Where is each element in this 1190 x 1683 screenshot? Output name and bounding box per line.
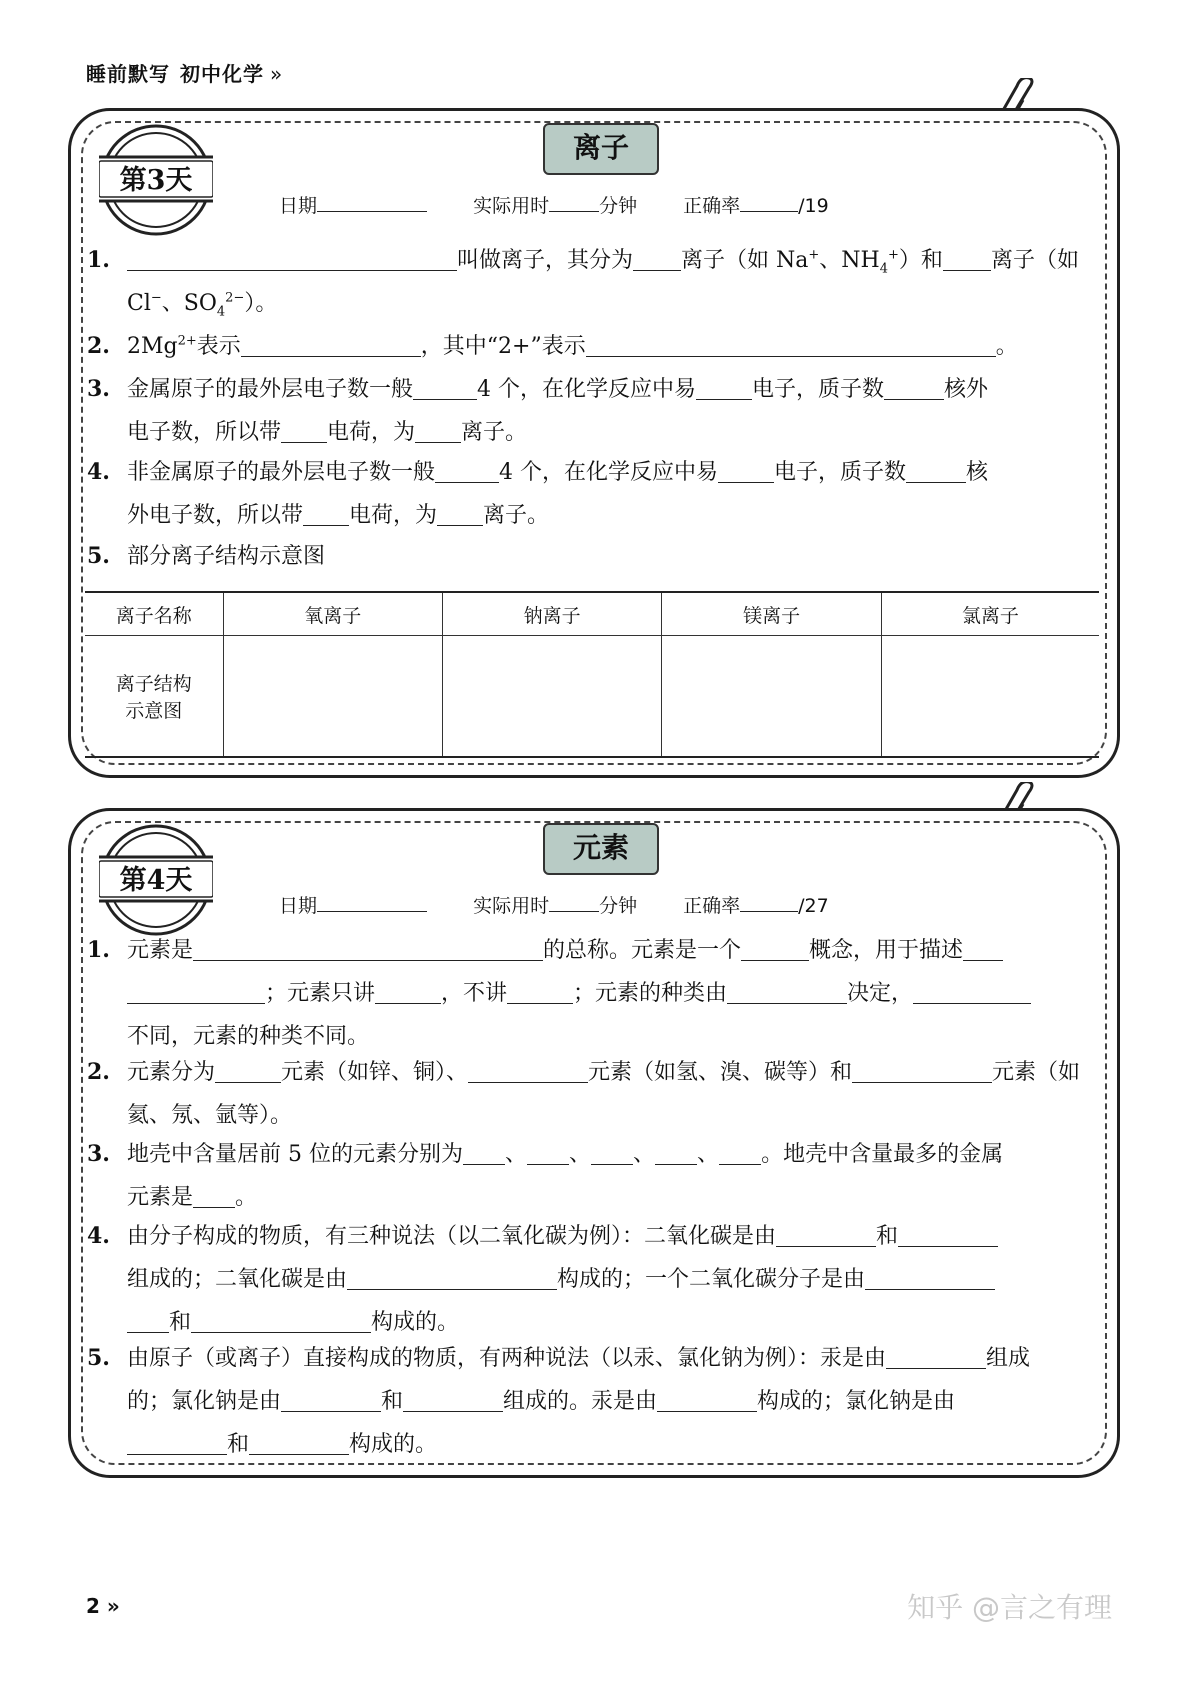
answer-blank[interactable] bbox=[852, 1058, 992, 1083]
question-text: 元素（如氢、溴、碳等）和 bbox=[588, 1060, 853, 1085]
question-text: 地壳中含量居前 5 位的元素分别为 bbox=[127, 1142, 463, 1167]
answer-blank[interactable] bbox=[463, 1140, 505, 1165]
question-2: 2. $2Mg^{2+}$表示 ，其中“2+”表示 。 bbox=[87, 325, 1095, 368]
accuracy-total: /27 bbox=[798, 895, 829, 917]
book-title: 睡前默写 bbox=[86, 62, 170, 86]
question-text: 。 bbox=[995, 334, 1018, 359]
answer-cell[interactable] bbox=[442, 636, 661, 758]
question-text: 电子数，所以带 bbox=[127, 420, 282, 445]
question-text: 核 bbox=[966, 460, 989, 485]
question-3 bbox=[87, 1133, 1095, 1219]
answer-blank[interactable] bbox=[249, 1430, 349, 1455]
question-text: ；元素只讲 bbox=[265, 981, 376, 1006]
accuracy-label: 正确率 bbox=[683, 195, 741, 217]
answer-blank[interactable] bbox=[127, 979, 265, 1004]
date-label: 日期 bbox=[279, 195, 318, 217]
question-number: 3. bbox=[87, 1141, 110, 1167]
question-number: 4. bbox=[87, 1223, 110, 1249]
answer-blank[interactable] bbox=[741, 936, 809, 961]
question-text: 2Mg bbox=[127, 334, 178, 359]
question-text: 金属原子的最外层电子数一般 bbox=[127, 377, 414, 402]
answer-blank[interactable] bbox=[403, 1387, 503, 1412]
answer-blank[interactable] bbox=[241, 332, 421, 357]
answer-blank[interactable] bbox=[303, 501, 349, 526]
question-text: 。 bbox=[235, 1185, 258, 1210]
answer-blank[interactable] bbox=[281, 418, 327, 443]
question-text: 元素（如锌、铜）、 bbox=[281, 1060, 469, 1085]
question-text: 、 bbox=[505, 1142, 528, 1167]
question-text: 概念，用于描述 bbox=[809, 938, 964, 963]
answer-blank[interactable] bbox=[655, 1140, 697, 1165]
answer-blank[interactable] bbox=[898, 1222, 998, 1247]
answer-blank[interactable] bbox=[437, 501, 483, 526]
day-badge-label: 第3天 bbox=[119, 165, 193, 196]
answer-blank[interactable] bbox=[435, 458, 499, 483]
question-text: 非金属原子的最外层电子数一般 bbox=[127, 460, 436, 485]
time-label: 实际用时 bbox=[473, 895, 550, 917]
question-5 bbox=[87, 535, 1095, 578]
question-3 bbox=[87, 368, 1095, 454]
meta-row bbox=[279, 891, 829, 918]
question-text: 部分离子结构示意图 bbox=[127, 544, 326, 569]
question-text: 4 个，在化学反应中易 bbox=[499, 460, 719, 485]
answer-blank[interactable] bbox=[191, 1308, 371, 1333]
question-text: 元素（如 bbox=[992, 1060, 1081, 1085]
page-number: 2 » bbox=[86, 1594, 120, 1618]
table-header: 氧离子 bbox=[223, 592, 442, 636]
question-number: 2. bbox=[87, 1059, 110, 1085]
answer-blank[interactable] bbox=[727, 979, 847, 1004]
question-text: 氦、氖、氩等）。 bbox=[127, 1103, 293, 1128]
minutes-label: 分钟 bbox=[599, 195, 638, 217]
answer-blank[interactable] bbox=[884, 375, 944, 400]
time-blank[interactable] bbox=[549, 893, 599, 912]
question-text: 和 bbox=[381, 1389, 404, 1414]
question-text: 的；氯化钠是由 bbox=[127, 1389, 282, 1414]
answer-blank[interactable] bbox=[193, 1183, 235, 1208]
question-text: 离子（如 bbox=[990, 248, 1079, 273]
answer-blank[interactable] bbox=[943, 246, 991, 271]
question-text: 的总称。元素是一个 bbox=[543, 938, 742, 963]
row-label: 离子结构 示意图 bbox=[85, 636, 223, 758]
accuracy-label: 正确率 bbox=[683, 895, 741, 917]
section-title: 元素 bbox=[543, 823, 659, 875]
answer-blank[interactable] bbox=[633, 246, 681, 271]
question-number: 5. bbox=[87, 1345, 110, 1371]
answer-blank[interactable] bbox=[865, 1265, 995, 1290]
answer-blank[interactable] bbox=[415, 418, 461, 443]
question-text: 元素分为 bbox=[127, 1060, 216, 1085]
question-4 bbox=[87, 1215, 1095, 1344]
question-text: 不同，元素的种类不同。 bbox=[127, 1024, 370, 1049]
answer-blank[interactable] bbox=[913, 979, 1031, 1004]
answer-blank[interactable] bbox=[963, 936, 1003, 961]
answer-blank[interactable] bbox=[413, 375, 477, 400]
question-text: 、NH bbox=[819, 248, 880, 273]
question-text: 元素是 bbox=[127, 938, 194, 963]
section-title: 离子 bbox=[543, 123, 659, 175]
day4-card bbox=[68, 808, 1120, 1478]
question-number: 5. bbox=[87, 543, 110, 569]
answer-cell[interactable] bbox=[223, 636, 442, 758]
question-text: 表示 bbox=[196, 334, 241, 359]
day-badge-label: 第4天 bbox=[119, 865, 193, 896]
day-badge-circle bbox=[99, 123, 213, 237]
date-blank[interactable] bbox=[317, 193, 427, 212]
question-text: 构成的。 bbox=[371, 1310, 460, 1335]
answer-blank[interactable] bbox=[127, 1430, 227, 1455]
answer-blank[interactable] bbox=[591, 1140, 633, 1165]
answer-blank[interactable] bbox=[719, 1140, 761, 1165]
question-text: 4 个，在化学反应中易 bbox=[477, 377, 697, 402]
question-text: 、SO bbox=[161, 291, 217, 316]
answer-blank[interactable] bbox=[906, 458, 966, 483]
answer-blank[interactable] bbox=[507, 979, 573, 1004]
question-text: 、 bbox=[569, 1142, 592, 1167]
question-text: 、 bbox=[633, 1142, 656, 1167]
question-text: 决定， bbox=[847, 981, 914, 1006]
book-header bbox=[86, 58, 283, 87]
question-text: 组成 bbox=[986, 1346, 1031, 1371]
question-text: 。地壳中含量最多的金属 bbox=[761, 1142, 1004, 1167]
question-text: 电荷，为 bbox=[349, 503, 438, 528]
question-text: 元素是 bbox=[127, 1185, 194, 1210]
question-text: ）和 bbox=[898, 248, 943, 273]
question-text: 离子。 bbox=[483, 503, 550, 528]
table-header: 镁离子 bbox=[662, 592, 881, 636]
question-text: 核外 bbox=[944, 377, 989, 402]
question-text: 、 bbox=[697, 1142, 720, 1167]
question-text: ，不讲 bbox=[441, 981, 508, 1006]
question-text: 构成的；氯化钠是由 bbox=[757, 1389, 956, 1414]
watermark: 知乎 @言之有理 bbox=[907, 1591, 1112, 1624]
question-text: ）。 bbox=[244, 291, 278, 316]
question-text: 组成的；二氧化碳是由 bbox=[127, 1267, 348, 1292]
answer-cell[interactable] bbox=[881, 636, 1099, 758]
table-header: 离子名称 bbox=[85, 592, 223, 636]
answer-blank[interactable] bbox=[696, 375, 752, 400]
question-1: 1. 叫做离子，其分为 离子（如 Na+、$NH_4^+$）和 离子（如 Cl−、$SO_4^{2-}$）。 bbox=[87, 239, 1095, 325]
answer-blank[interactable] bbox=[468, 1058, 588, 1083]
question-text: 电子，质子数 bbox=[752, 377, 885, 402]
answer-blank[interactable] bbox=[281, 1387, 381, 1412]
accuracy-total: /19 bbox=[798, 195, 829, 217]
day3-card bbox=[68, 108, 1120, 778]
accuracy-blank[interactable] bbox=[740, 893, 798, 912]
book-subject: 初中化学 bbox=[180, 62, 264, 86]
question-1 bbox=[87, 929, 1095, 1058]
question-text: 和 bbox=[169, 1310, 192, 1335]
answer-blank[interactable] bbox=[347, 1265, 557, 1290]
answer-blank[interactable] bbox=[718, 458, 774, 483]
answer-blank[interactable] bbox=[527, 1140, 569, 1165]
ion-structure-table bbox=[85, 591, 1099, 758]
question-text: 和 bbox=[876, 1224, 899, 1249]
question-text: 电荷，为 bbox=[327, 420, 416, 445]
question-text: Cl bbox=[127, 291, 151, 316]
date-label: 日期 bbox=[279, 895, 318, 917]
table-header: 氯离子 bbox=[881, 592, 1099, 636]
answer-blank[interactable] bbox=[127, 1308, 169, 1333]
question-text: 电子，质子数 bbox=[774, 460, 907, 485]
question-text: 构成的；一个二氧化碳分子是由 bbox=[557, 1267, 866, 1292]
answer-blank[interactable] bbox=[375, 979, 441, 1004]
question-5 bbox=[87, 1337, 1095, 1466]
question-text: 构成的。 bbox=[349, 1432, 438, 1457]
question-number: 1. bbox=[87, 937, 110, 963]
question-number: 3. bbox=[87, 376, 110, 402]
question-number: 1. bbox=[87, 247, 110, 273]
day-badge-circle bbox=[99, 823, 213, 937]
question-number: 2. bbox=[87, 333, 110, 359]
date-blank[interactable] bbox=[317, 893, 427, 912]
answer-blank[interactable] bbox=[193, 936, 543, 961]
question-text: ；元素的种类由 bbox=[573, 981, 728, 1006]
answer-blank[interactable] bbox=[657, 1387, 757, 1412]
table-header: 钠离子 bbox=[442, 592, 661, 636]
question-text: 组成的。汞是由 bbox=[503, 1389, 658, 1414]
question-text: 由分子构成的物质，有三种说法（以二氧化碳为例）：二氧化碳是由 bbox=[127, 1224, 777, 1249]
answer-blank[interactable] bbox=[127, 246, 457, 271]
minutes-label: 分钟 bbox=[599, 895, 638, 917]
answer-blank[interactable] bbox=[776, 1222, 876, 1247]
time-label: 实际用时 bbox=[473, 195, 550, 217]
accuracy-blank[interactable] bbox=[740, 193, 798, 212]
question-text: ，其中“2+”表示 bbox=[420, 334, 586, 359]
answer-blank[interactable] bbox=[886, 1344, 986, 1369]
question-4 bbox=[87, 451, 1095, 537]
question-text: 由原子（或离子）直接构成的物质，有两种说法（以汞、氯化钠为例）：汞是由 bbox=[127, 1346, 887, 1371]
answer-cell[interactable] bbox=[662, 636, 881, 758]
question-2 bbox=[87, 1051, 1095, 1137]
question-text: 外电子数，所以带 bbox=[127, 503, 304, 528]
question-text: 离子（如 Na bbox=[681, 248, 809, 273]
question-text: 叫做离子，其分为 bbox=[457, 248, 634, 273]
question-text: 和 bbox=[227, 1432, 250, 1457]
question-text: 离子。 bbox=[461, 420, 528, 445]
meta-row bbox=[279, 191, 829, 218]
answer-blank[interactable] bbox=[586, 332, 996, 357]
time-blank[interactable] bbox=[549, 193, 599, 212]
question-number: 4. bbox=[87, 459, 110, 485]
header-arrow: » bbox=[270, 62, 284, 86]
answer-blank[interactable] bbox=[215, 1058, 281, 1083]
